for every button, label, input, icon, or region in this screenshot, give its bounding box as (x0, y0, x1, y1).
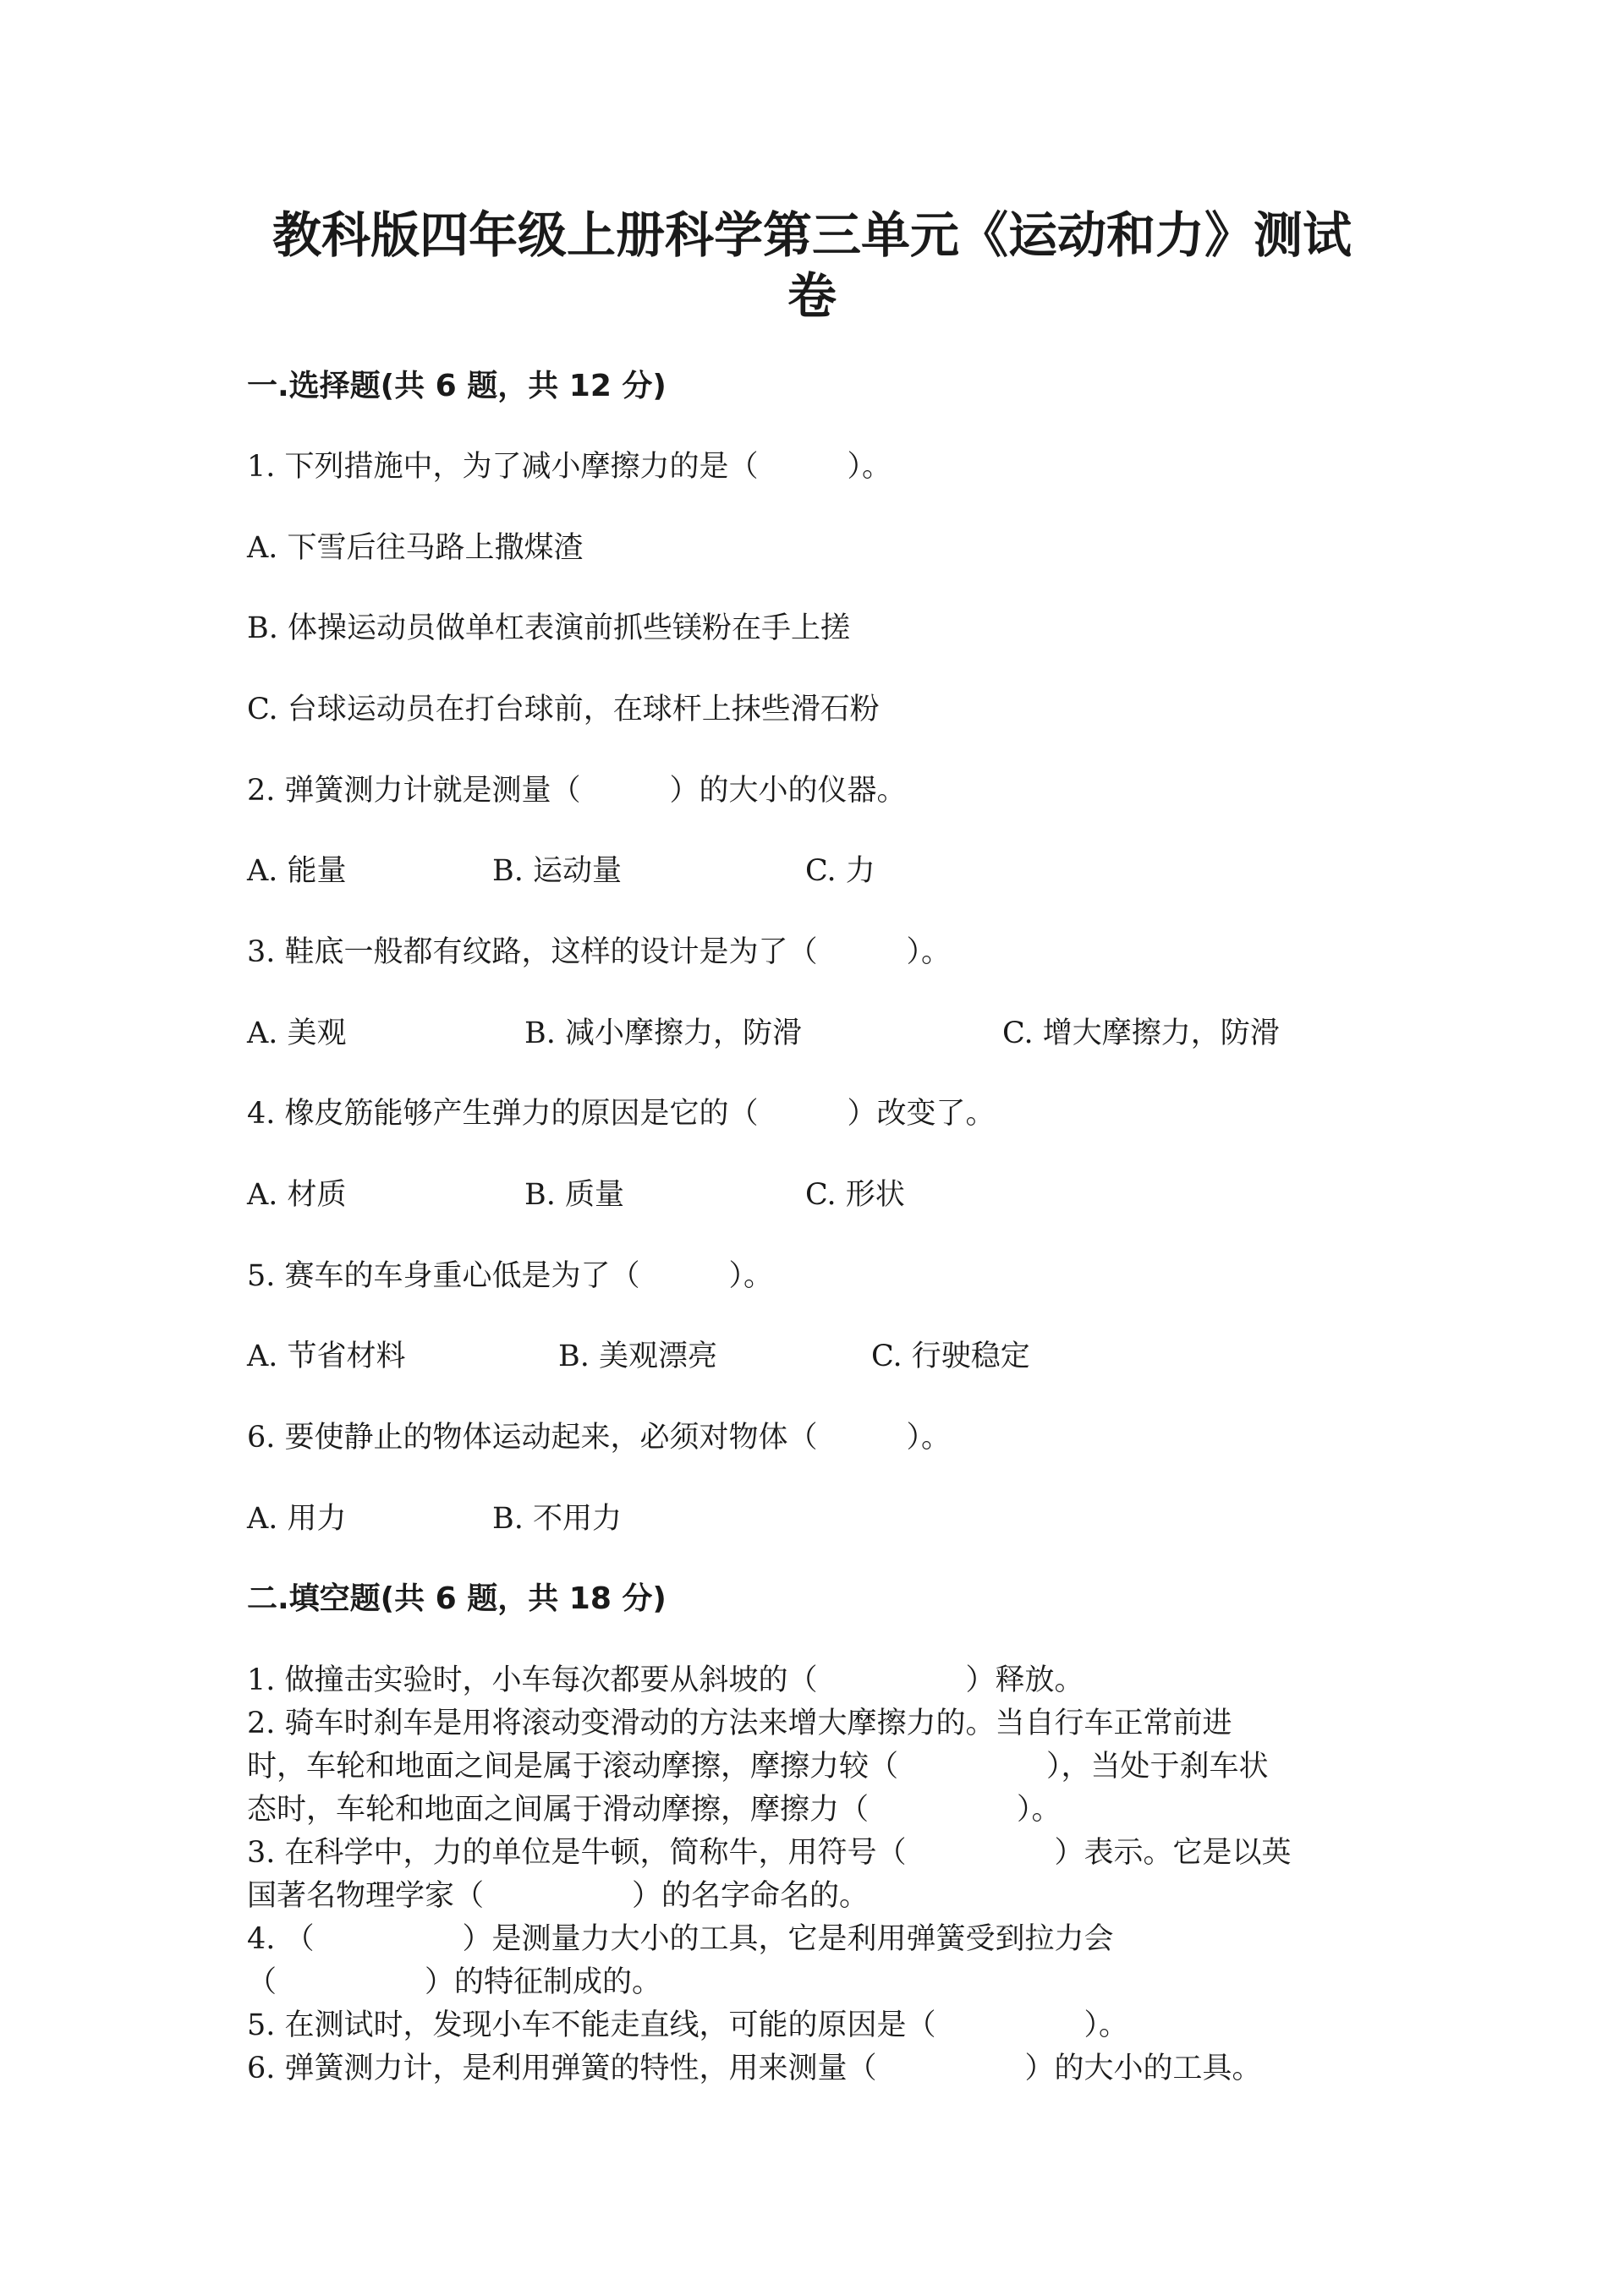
fill-line-9: 5. 在测试时，发现小车不能走直线，可能的原因是（ ）。 (247, 2008, 1129, 2042)
section-heading-choice: 一.选择题(共 6 题，共 12 分) (247, 369, 667, 403)
fill-line-10: 6. 弹簧测力计，是利用弹簧的特性，用来测量（ ）的大小的工具。 (247, 2052, 1262, 2085)
question-1-option-c: C. 台球运动员在打台球前，在球杆上抹些滑石粉 (247, 693, 880, 726)
question-3-option-a: A. 美观 (247, 1016, 347, 1050)
question-6-stem: 6. 要使静止的物体运动起来，必须对物体（ ）。 (247, 1421, 952, 1455)
question-4-option-c: C. 形状 (805, 1178, 905, 1212)
fill-line-5: 3. 在科学中，力的单位是牛顿，简称牛，用符号（ ）表示。它是以英 (247, 1836, 1292, 1870)
question-3-stem: 3. 鞋底一般都有纹路，这样的设计是为了（ ）。 (247, 935, 952, 969)
question-5-option-b: B. 美观漂亮 (558, 1340, 717, 1373)
question-6-option-b: B. 不用力 (492, 1502, 622, 1536)
question-6-option-a: A. 用力 (247, 1502, 347, 1536)
exam-title-line-1: 教科版四年级上册科学第三单元《运动和力》测试 (272, 206, 1352, 264)
question-4-option-a: A. 材质 (247, 1178, 347, 1212)
fill-line-1: 1. 做撞击实验时，小车每次都要从斜坡的（ ）释放。 (247, 1663, 1084, 1697)
fill-line-2: 2. 骑车时刹车是用将滚动变滑动的方法来增大摩擦力的。当自行车正常前进 (247, 1707, 1232, 1740)
question-2-option-c: C. 力 (805, 854, 875, 888)
question-2-stem: 2. 弹簧测力计就是测量（ ）的大小的仪器。 (247, 774, 907, 808)
question-3-option-b: B. 减小摩擦力，防滑 (524, 1016, 802, 1050)
exam-title-line-2: 卷 (787, 267, 837, 325)
question-5-option-c: C. 行驶稳定 (871, 1340, 1030, 1373)
question-2-option-b: B. 运动量 (492, 854, 622, 888)
question-1-option-a: A. 下雪后往马路上撒煤渣 (247, 531, 584, 565)
fill-line-7: 4. （ ）是测量力大小的工具，它是利用弹簧受到拉力会 (247, 1922, 1114, 1956)
fill-line-3: 时，车轮和地面之间是属于滚动摩擦，摩擦力较（ ），当处于刹车状 (247, 1750, 1269, 1784)
question-4-stem: 4. 橡皮筋能够产生弹力的原因是它的（ ）改变了。 (247, 1097, 996, 1131)
question-3-option-c: C. 增大摩擦力，防滑 (1002, 1016, 1280, 1050)
question-5-option-a: A. 节省材料 (247, 1340, 406, 1373)
section-heading-fill-blank: 二.填空题(共 6 题，共 18 分) (247, 1581, 667, 1616)
question-1-option-b: B. 体操运动员做单杠表演前抓些镁粉在手上搓 (247, 611, 850, 645)
fill-line-6: 国著名物理学家（ ）的名字命名的。 (247, 1879, 870, 1913)
fill-line-4: 态时，车轮和地面之间属于滑动摩擦，摩擦力（ ）。 (247, 1793, 1062, 1827)
question-5-stem: 5. 赛车的车身重心低是为了（ ）。 (247, 1259, 774, 1293)
fill-line-8: （ ）的特征制成的。 (247, 1965, 662, 1999)
question-1-stem: 1. 下列措施中，为了减小摩擦力的是（ ）。 (247, 450, 892, 484)
question-4-option-b: B. 质量 (524, 1178, 624, 1212)
question-2-option-a: A. 能量 (247, 854, 347, 888)
